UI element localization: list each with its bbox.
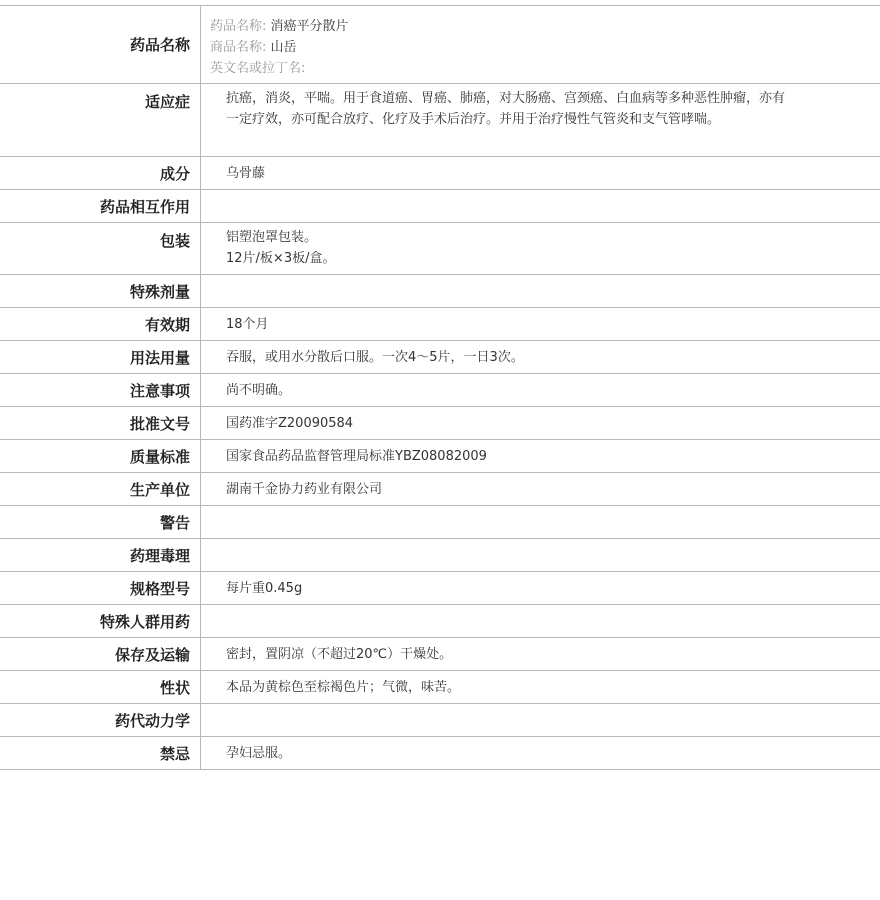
- value-packaging: [201, 223, 880, 274]
- value-ingredients: 乌骨藤: [226, 165, 266, 181]
- value-special-populations: [201, 605, 880, 637]
- row-warning: [0, 506, 880, 539]
- row-packaging: [0, 223, 880, 275]
- value-precautions: 尚不明确。: [226, 382, 292, 398]
- drug-name-block: [201, 6, 880, 83]
- label-pharmacokinetics: 药代动力学: [0, 704, 201, 736]
- label-contraindications: 禁忌: [0, 737, 201, 769]
- label-usage: 用法用量: [0, 341, 201, 373]
- label-shelf-life: 有效期: [0, 308, 201, 340]
- drug-info-table: [0, 5, 880, 770]
- row-precautions: [0, 374, 880, 407]
- row-shelf-life: [0, 308, 880, 341]
- value-storage: 密封，置阴凉（不超过20℃）干燥处。: [226, 646, 453, 662]
- label-pharmacology: 药理毒理: [0, 539, 201, 571]
- label-ingredients: 成分: [0, 157, 201, 189]
- row-special-populations: [0, 605, 880, 638]
- value-appearance: 本品为黄棕色至棕褐色片；气微，味苦。: [226, 679, 461, 695]
- label-appearance: 性状: [0, 671, 201, 703]
- packaging-line-2: 12片/板×3板/盒。: [226, 251, 336, 266]
- row-specification: [0, 572, 880, 605]
- row-approval-number: [0, 407, 880, 440]
- row-ingredients: [0, 157, 880, 190]
- label-special-populations: 特殊人群用药: [0, 605, 201, 637]
- label-warning: 警告: [0, 506, 201, 538]
- value-pharmacokinetics: [201, 704, 880, 736]
- drug-name-key: 药品名称:: [210, 19, 267, 34]
- row-storage: [0, 638, 880, 671]
- value-approval-number: 国药准字Z20090584: [226, 415, 354, 431]
- drug-name-value: 消癌平分散片: [270, 19, 349, 34]
- label-approval-number: 批准文号: [0, 407, 201, 439]
- value-contraindications: 孕妇忌服。: [226, 745, 292, 761]
- trade-name-value: 山岳: [270, 40, 297, 55]
- row-contraindications: [0, 737, 880, 770]
- row-special-dosage: [0, 275, 880, 308]
- row-indications: [0, 84, 880, 157]
- label-indications: 适应症: [0, 84, 201, 156]
- row-quality-standard: [0, 440, 880, 473]
- value-indications: 抗癌，消炎，平喘。用于食道癌、胃癌、肺癌，对大肠癌、宫颈癌、白血病等多种恶性肿瘤，亦有一定疗效，亦可配合放疗、化疗及手术后治疗。并用于治疗慢性气管炎和支气管哮喘。: [226, 91, 786, 127]
- row-pharmacology: [0, 539, 880, 572]
- row-manufacturer: [0, 473, 880, 506]
- value-interactions: [201, 190, 880, 222]
- value-quality-standard: 国家食品药品监督管理局标准YBZ08082009: [226, 448, 487, 464]
- label-precautions: 注意事项: [0, 374, 201, 406]
- english-name-line: [210, 58, 785, 79]
- packaging-line-1: 铝塑泡罩包装。: [226, 230, 318, 245]
- row-drug-name: [0, 6, 880, 84]
- value-usage: 吞服，或用水分散后口服。一次4～5片，一日3次。: [226, 349, 524, 365]
- label-storage: 保存及运输: [0, 638, 201, 670]
- row-appearance: [0, 671, 880, 704]
- label-drug-name: 药品名称: [0, 6, 201, 83]
- label-specification: 规格型号: [0, 572, 201, 604]
- english-name-key: 英文名或拉丁名:: [210, 61, 306, 76]
- label-special-dosage: 特殊剂量: [0, 275, 201, 307]
- trade-name-key: 商品名称:: [210, 40, 267, 55]
- value-shelf-life: 18个月: [226, 316, 269, 332]
- label-manufacturer: 生产单位: [0, 473, 201, 505]
- drug-name-line: [210, 16, 785, 37]
- row-usage: [0, 341, 880, 374]
- trade-name-line: [210, 37, 785, 58]
- value-specification: 每片重0.45g: [226, 580, 303, 596]
- label-quality-standard: 质量标准: [0, 440, 201, 472]
- row-interactions: [0, 190, 880, 223]
- value-warning: [201, 506, 880, 538]
- value-pharmacology: [201, 539, 880, 571]
- row-pharmacokinetics: [0, 704, 880, 737]
- label-packaging: 包装: [0, 223, 201, 274]
- value-manufacturer: 湖南千金协力药业有限公司: [226, 481, 383, 497]
- value-special-dosage: [201, 275, 880, 307]
- label-interactions: 药品相互作用: [0, 190, 201, 222]
